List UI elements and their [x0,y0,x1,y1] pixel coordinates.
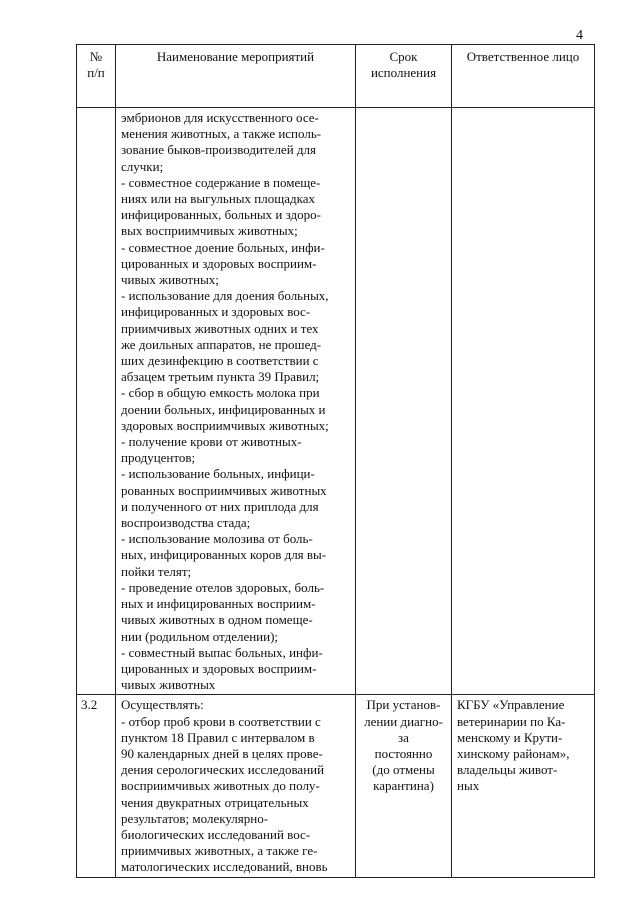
text-line: за [398,729,409,745]
text-line: ных [457,778,480,794]
text-line: здоровых восприимчивых животных; [121,417,329,433]
text-line: абзацем третьим пункта 39 Правил; [121,369,320,385]
text-line: КГБУ «Управление [457,697,565,713]
text-line: пунктом 18 Правил с интервалом в [121,729,315,745]
text-line: ветеринарии по Ка- [457,713,566,729]
cell-number [77,108,116,695]
text-line: чивых животных [121,677,216,693]
cell-term [356,695,452,877]
text-line: - совместное содержание в помеще- [121,174,321,190]
text-line: инфицированных и здоровых вос- [121,304,311,320]
table-row-continuation [77,108,595,695]
text-line: ных, инфицированных коров для вы- [121,547,327,563]
text-line: - совместное доение больных, инфи- [121,239,325,255]
text-line: При установ- [366,697,441,713]
text-line: же доильных аппаратов, не прошед- [121,336,322,352]
header-term: Срок исполнения [356,45,452,108]
text-line: - получение крови от животных- [121,434,302,450]
page-number: 4 [576,28,583,43]
text-line: - проведение отелов здоровых, боль- [121,579,325,595]
text-line: - отбор проб крови в соответствии с [121,713,321,729]
header-responsible: Ответственное лицо [452,45,595,108]
text-line: цированных и здоровых восприим- [121,660,317,676]
text-line: чивых животных в одном помеще- [121,612,313,628]
measures-table [76,44,595,878]
cell-number: 3.2 [77,695,116,877]
text-line: дения серологических исследований [121,762,325,778]
text-line: результатов; молекулярно- [121,810,269,826]
text-line: приимчивых животных, а также ге- [121,843,318,859]
text-line: продуцентов; [121,450,196,466]
text-line: карантина) [373,778,434,794]
text-line: - сбор в общую емкость молока при [121,385,320,401]
text-line: лении диагно- [364,713,443,729]
text-line: Осуществлять: [121,697,204,713]
text-line: хинскому районам», [457,745,570,761]
text-line: эмбрионов для искусственного осе- [121,110,319,125]
text-line: приимчивых животных одних и тех [121,320,319,336]
header-number-abbr: п/п [87,65,105,81]
text-line: ных и инфицированных восприим- [121,596,316,612]
text-line: ниях или на выгульных площадках [121,191,315,207]
cell-responsible [452,108,595,695]
text-line: (до отмены [372,762,435,778]
header-number [77,45,116,108]
text-line: нии (родильном отделении); [121,628,279,644]
cell-responsible [452,695,595,877]
cell-measures-name [116,108,356,695]
text-line: биологических исследований вос- [121,826,311,842]
text-line: доении больных, инфицированных и [121,401,326,417]
text-line: рованных восприимчивых животных [121,482,327,498]
table-header-row [77,45,595,108]
text-line: матологических исследований, вновь [121,859,328,875]
cell-term [356,108,452,695]
text-line: зование быков-производителей для [121,142,316,158]
text-line: вых восприимчивых животных; [121,223,298,239]
text-line: менскому и Крути- [457,729,563,745]
text-line: инфицированных, больных и здоро- [121,207,321,223]
header-number-sign: № [89,49,103,64]
cell-measures-name [116,695,356,877]
table-row-3-2 [77,695,595,877]
text-line: постоянно [374,745,433,761]
text-line: менения животных, а также исполь- [121,126,322,142]
text-line: чивых животных; [121,272,219,288]
text-line: пойки телят; [121,563,192,579]
text-line: - совместный выпас больных, инфи- [121,644,323,660]
text-line: - использование молозива от боль- [121,531,313,547]
text-line: владельцы живот- [457,762,558,778]
text-line: ших дезинфекцию в соответствии с [121,353,319,369]
text-line: случки; [121,158,164,174]
text-line: - использование больных, инфици- [121,466,315,482]
text-line: цированных и здоровых восприим- [121,255,317,271]
header-measures-name: Наименование мероприятий [116,45,356,108]
text-line: воспроизводства стада; [121,515,251,531]
text-line: восприимчивых животных до полу- [121,778,320,794]
text-line: 90 календарных дней в целях прове- [121,745,323,761]
text-line: и полученного от них приплода для [121,498,319,514]
text-line: - использование для доения больных, [121,288,329,304]
text-line: чения двукратных отрицательных [121,794,309,810]
